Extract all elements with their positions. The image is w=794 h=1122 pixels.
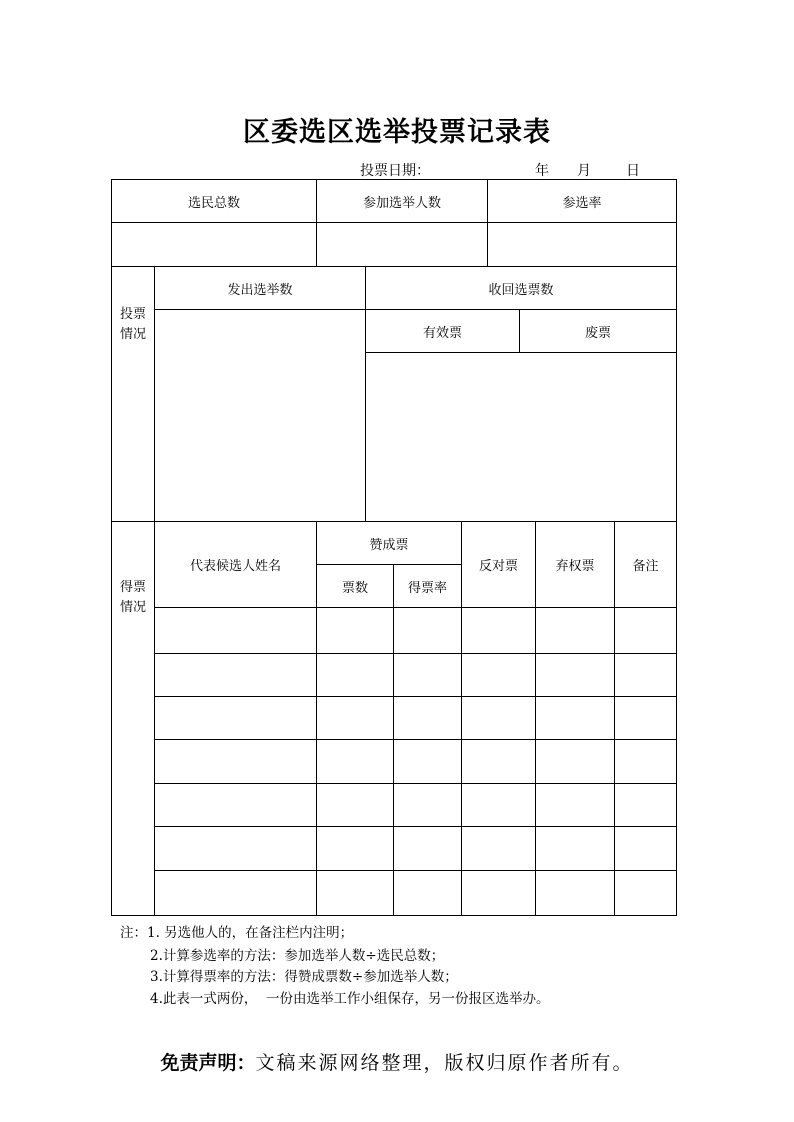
disclaimer-label: 免责声明： [160, 1052, 256, 1074]
vote-date-label: 投票日期： [360, 163, 430, 179]
voting-section-label: 投票 情况 [119, 307, 146, 342]
header-participants: 参加选举人数 [362, 195, 441, 211]
date-year-label: 年 [535, 163, 549, 179]
header-turnout-rate: 参选率 [562, 195, 602, 211]
date-month-label: 月 [577, 163, 591, 179]
header-invalid-ballots: 废票 [584, 325, 611, 341]
total-voters-value[interactable] [112, 223, 316, 266]
header-total-voters: 选民总数 [187, 195, 240, 211]
header-vote-rate: 得票率 [407, 580, 447, 596]
header-candidate-name: 代表候选人姓名 [189, 559, 281, 574]
disclaimer [0, 1048, 794, 1075]
disclaimer-text: 文稿来源网络整理，版权归原作者所有。 [255, 1052, 634, 1074]
turnout-rate-value[interactable] [488, 223, 676, 266]
participants-value[interactable] [317, 223, 487, 266]
note-4: 4.此表一式两份， 一份由选举工作小组保存，另一份报区选举办。 [150, 991, 550, 1007]
header-remarks: 备注 [632, 559, 659, 574]
header-valid-ballots: 有效票 [422, 325, 462, 341]
note-3: 3.计算得票率的方法：得赞成票数÷参加选举人数； [150, 969, 458, 985]
header-ballots-issued: 发出选举数 [227, 282, 293, 298]
results-section-label: 得票 情况 [119, 580, 146, 615]
note-2: 2.计算参选率的方法：参加选举人数÷选民总数； [150, 948, 445, 964]
header-against-votes: 反对票 [478, 559, 518, 574]
note-1: 注：1. 另选他人的，在备注栏内注明； [120, 925, 354, 941]
header-approve-votes: 赞成票 [369, 537, 409, 553]
ballots-returned-value[interactable] [366, 353, 676, 521]
header-vote-count: 票数 [341, 580, 368, 596]
date-day-label: 日 [626, 163, 640, 179]
header-abstain-votes: 弃权票 [555, 559, 595, 574]
page-title: 区委选区选举投票记录表 [243, 117, 551, 148]
ballots-issued-value[interactable] [155, 310, 365, 521]
header-ballots-returned: 收回选票数 [488, 282, 554, 298]
